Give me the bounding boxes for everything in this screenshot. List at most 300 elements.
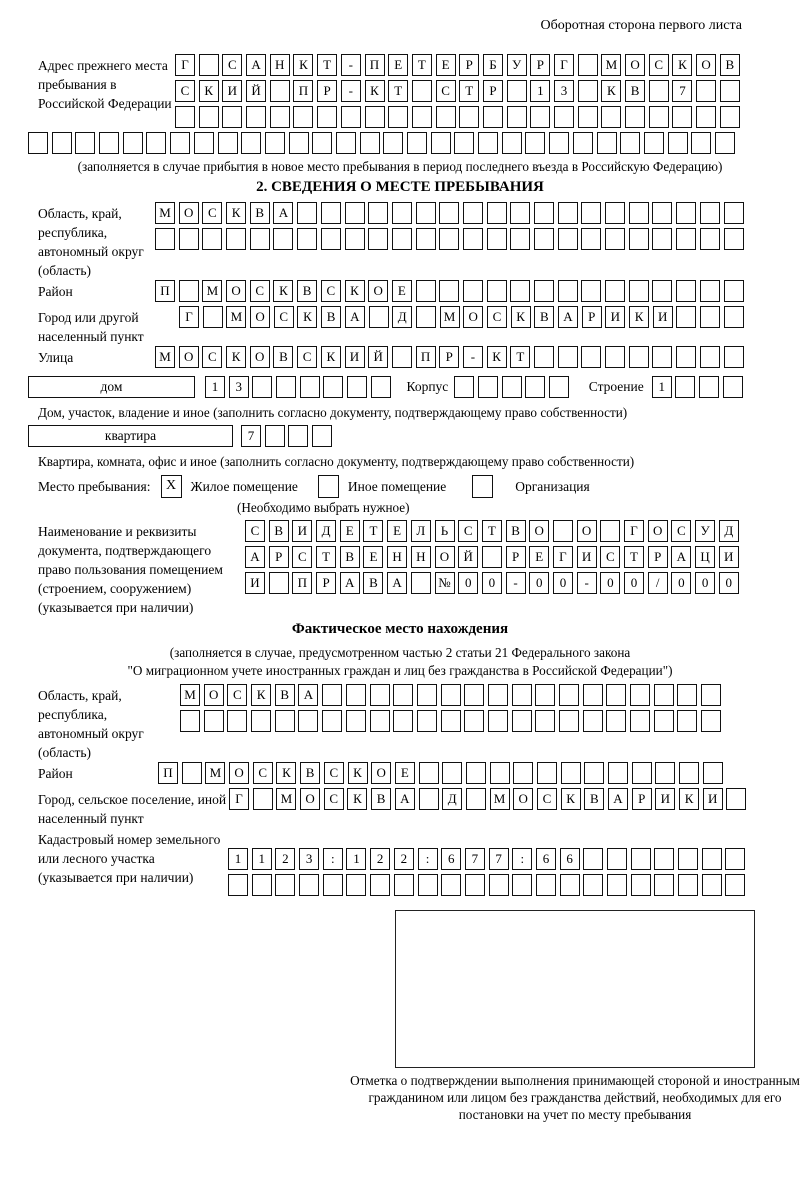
char-cell[interactable]	[123, 132, 143, 154]
char-cell[interactable]	[558, 228, 578, 250]
char-cell[interactable]: С	[245, 520, 265, 542]
char-cell[interactable]: 0	[695, 572, 715, 594]
char-cell[interactable]: Ц	[695, 546, 715, 568]
char-cell[interactable]: Р	[317, 80, 337, 102]
char-cell[interactable]: Н	[270, 54, 290, 76]
char-cell[interactable]: О	[204, 684, 224, 706]
char-cell[interactable]	[345, 202, 365, 224]
char-cell[interactable]	[583, 874, 603, 896]
char-cell[interactable]	[601, 106, 621, 128]
char-cell[interactable]	[417, 684, 437, 706]
char-cell[interactable]	[412, 80, 432, 102]
char-cell[interactable]	[155, 228, 175, 250]
char-cell[interactable]	[441, 710, 461, 732]
char-cell[interactable]: 0	[624, 572, 644, 594]
char-cell[interactable]: К	[487, 346, 507, 368]
char-cell[interactable]	[581, 202, 601, 224]
char-cell[interactable]: Д	[719, 520, 739, 542]
char-cell[interactable]: У	[507, 54, 527, 76]
char-cell[interactable]: П	[416, 346, 436, 368]
char-cell[interactable]	[269, 572, 289, 594]
char-cell[interactable]: Р	[459, 54, 479, 76]
char-cell[interactable]	[502, 132, 522, 154]
char-cell[interactable]	[227, 710, 247, 732]
char-cell[interactable]	[630, 710, 650, 732]
char-cell[interactable]	[578, 80, 598, 102]
char-cell[interactable]	[483, 106, 503, 128]
char-cell[interactable]	[560, 874, 580, 896]
char-cell[interactable]: :	[323, 848, 343, 870]
char-cell[interactable]	[632, 762, 652, 784]
char-cell[interactable]: П	[158, 762, 178, 784]
char-cell[interactable]: К	[297, 306, 317, 328]
char-cell[interactable]	[584, 762, 604, 784]
residential-checkbox[interactable]: X	[161, 475, 182, 498]
char-cell[interactable]	[293, 106, 313, 128]
char-cell[interactable]: С	[292, 546, 312, 568]
char-cell[interactable]	[252, 376, 272, 398]
char-cell[interactable]: О	[463, 306, 483, 328]
char-cell[interactable]	[146, 132, 166, 154]
char-cell[interactable]: 0	[600, 572, 620, 594]
char-cell[interactable]: Г	[175, 54, 195, 76]
char-cell[interactable]	[297, 228, 317, 250]
char-cell[interactable]	[512, 710, 532, 732]
char-cell[interactable]	[725, 848, 745, 870]
char-cell[interactable]: Е	[363, 546, 383, 568]
char-cell[interactable]: К	[199, 80, 219, 102]
organization-checkbox[interactable]	[472, 475, 493, 498]
char-cell[interactable]	[510, 280, 530, 302]
char-cell[interactable]: -	[341, 54, 361, 76]
char-cell[interactable]: В	[584, 788, 604, 810]
char-cell[interactable]: 3	[299, 848, 319, 870]
char-cell[interactable]	[464, 684, 484, 706]
char-cell[interactable]: М	[226, 306, 246, 328]
char-cell[interactable]	[407, 132, 427, 154]
char-cell[interactable]	[649, 106, 669, 128]
char-cell[interactable]	[700, 306, 720, 328]
char-cell[interactable]	[466, 762, 486, 784]
char-cell[interactable]	[600, 520, 620, 542]
char-cell[interactable]: Д	[392, 306, 412, 328]
char-cell[interactable]	[346, 710, 366, 732]
char-cell[interactable]	[654, 710, 674, 732]
char-cell[interactable]	[75, 132, 95, 154]
char-cell[interactable]	[605, 346, 625, 368]
char-cell[interactable]: Г	[624, 520, 644, 542]
char-cell[interactable]: 1	[228, 848, 248, 870]
char-cell[interactable]: Д	[442, 788, 462, 810]
char-cell[interactable]	[629, 346, 649, 368]
char-cell[interactable]	[605, 280, 625, 302]
char-cell[interactable]	[701, 684, 721, 706]
char-cell[interactable]: О	[435, 546, 455, 568]
char-cell[interactable]	[700, 346, 720, 368]
char-cell[interactable]	[631, 874, 651, 896]
char-cell[interactable]	[299, 874, 319, 896]
char-cell[interactable]: К	[321, 346, 341, 368]
char-cell[interactable]	[411, 572, 431, 594]
char-cell[interactable]	[534, 346, 554, 368]
char-cell[interactable]: Ь	[435, 520, 455, 542]
char-cell[interactable]	[530, 106, 550, 128]
char-cell[interactable]: Р	[483, 80, 503, 102]
char-cell[interactable]: -	[506, 572, 526, 594]
char-cell[interactable]	[512, 684, 532, 706]
char-cell[interactable]	[273, 228, 293, 250]
char-cell[interactable]: Е	[395, 762, 415, 784]
char-cell[interactable]	[218, 132, 238, 154]
char-cell[interactable]	[535, 684, 555, 706]
char-cell[interactable]: И	[245, 572, 265, 594]
other-premises-checkbox[interactable]	[318, 475, 339, 498]
char-cell[interactable]: 7	[672, 80, 692, 102]
char-cell[interactable]: Е	[387, 520, 407, 542]
char-cell[interactable]: С	[202, 346, 222, 368]
char-cell[interactable]: П	[293, 80, 313, 102]
char-cell[interactable]: Е	[340, 520, 360, 542]
char-cell[interactable]	[275, 874, 295, 896]
char-cell[interactable]	[700, 228, 720, 250]
char-cell[interactable]	[252, 874, 272, 896]
char-cell[interactable]: К	[672, 54, 692, 76]
char-cell[interactable]	[365, 106, 385, 128]
char-cell[interactable]	[678, 848, 698, 870]
char-cell[interactable]	[347, 376, 367, 398]
char-cell[interactable]: Н	[411, 546, 431, 568]
char-cell[interactable]: Т	[316, 546, 336, 568]
char-cell[interactable]: С	[321, 280, 341, 302]
char-cell[interactable]	[388, 106, 408, 128]
char-cell[interactable]	[393, 710, 413, 732]
char-cell[interactable]: М	[276, 788, 296, 810]
char-cell[interactable]: К	[679, 788, 699, 810]
char-cell[interactable]: Й	[246, 80, 266, 102]
char-cell[interactable]	[276, 376, 296, 398]
char-cell[interactable]: Е	[529, 546, 549, 568]
char-cell[interactable]: О	[226, 280, 246, 302]
char-cell[interactable]: Р	[269, 546, 289, 568]
char-cell[interactable]: В	[340, 546, 360, 568]
char-cell[interactable]: 7	[489, 848, 509, 870]
char-cell[interactable]	[559, 710, 579, 732]
char-cell[interactable]	[478, 376, 498, 398]
char-cell[interactable]	[631, 848, 651, 870]
char-cell[interactable]	[573, 132, 593, 154]
char-cell[interactable]	[700, 280, 720, 302]
char-cell[interactable]: :	[512, 848, 532, 870]
char-cell[interactable]: 2	[394, 848, 414, 870]
char-cell[interactable]: -	[577, 572, 597, 594]
char-cell[interactable]	[724, 228, 744, 250]
char-cell[interactable]: И	[292, 520, 312, 542]
char-cell[interactable]	[654, 684, 674, 706]
char-cell[interactable]	[724, 346, 744, 368]
char-cell[interactable]: Е	[392, 280, 412, 302]
char-cell[interactable]	[312, 425, 332, 447]
char-cell[interactable]	[441, 874, 461, 896]
char-cell[interactable]	[436, 106, 456, 128]
char-cell[interactable]	[644, 132, 664, 154]
char-cell[interactable]	[597, 132, 617, 154]
char-cell[interactable]	[202, 228, 222, 250]
char-cell[interactable]	[676, 202, 696, 224]
char-cell[interactable]: О	[179, 346, 199, 368]
char-cell[interactable]	[655, 762, 675, 784]
char-cell[interactable]: Р	[439, 346, 459, 368]
char-cell[interactable]: В	[273, 346, 293, 368]
char-cell[interactable]	[482, 546, 502, 568]
char-cell[interactable]	[336, 132, 356, 154]
char-cell[interactable]: А	[671, 546, 691, 568]
char-cell[interactable]	[270, 80, 290, 102]
char-cell[interactable]	[466, 788, 486, 810]
char-cell[interactable]: В	[300, 762, 320, 784]
char-cell[interactable]: Г	[553, 546, 573, 568]
char-cell[interactable]	[265, 132, 285, 154]
char-cell[interactable]	[439, 202, 459, 224]
char-cell[interactable]	[702, 874, 722, 896]
char-cell[interactable]	[702, 848, 722, 870]
char-cell[interactable]	[513, 762, 533, 784]
char-cell[interactable]: К	[347, 788, 367, 810]
char-cell[interactable]	[439, 280, 459, 302]
char-cell[interactable]	[416, 228, 436, 250]
char-cell[interactable]: О	[300, 788, 320, 810]
char-cell[interactable]	[321, 228, 341, 250]
char-cell[interactable]: :	[418, 848, 438, 870]
char-cell[interactable]	[700, 202, 720, 224]
char-cell[interactable]	[431, 132, 451, 154]
char-cell[interactable]	[99, 132, 119, 154]
char-cell[interactable]	[676, 280, 696, 302]
char-cell[interactable]: №	[435, 572, 455, 594]
char-cell[interactable]	[630, 684, 650, 706]
char-cell[interactable]: И	[605, 306, 625, 328]
char-cell[interactable]: Т	[482, 520, 502, 542]
char-cell[interactable]	[553, 520, 573, 542]
char-cell[interactable]	[317, 106, 337, 128]
char-cell[interactable]: С	[274, 306, 294, 328]
char-cell[interactable]: М	[155, 346, 175, 368]
char-cell[interactable]	[701, 710, 721, 732]
char-cell[interactable]: Л	[411, 520, 431, 542]
char-cell[interactable]: Т	[412, 54, 432, 76]
char-cell[interactable]: К	[365, 80, 385, 102]
char-cell[interactable]: В	[275, 684, 295, 706]
char-cell[interactable]: 2	[275, 848, 295, 870]
char-cell[interactable]	[607, 848, 627, 870]
char-cell[interactable]: И	[719, 546, 739, 568]
char-cell[interactable]	[463, 280, 483, 302]
char-cell[interactable]: С	[297, 346, 317, 368]
char-cell[interactable]: Й	[368, 346, 388, 368]
confirmation-mark-box[interactable]	[395, 910, 755, 1068]
char-cell[interactable]	[360, 132, 380, 154]
char-cell[interactable]	[620, 132, 640, 154]
char-cell[interactable]: А	[608, 788, 628, 810]
char-cell[interactable]	[652, 346, 672, 368]
char-cell[interactable]: С	[600, 546, 620, 568]
char-cell[interactable]	[179, 228, 199, 250]
char-cell[interactable]	[246, 106, 266, 128]
char-cell[interactable]	[250, 228, 270, 250]
char-cell[interactable]	[251, 710, 271, 732]
char-cell[interactable]: 7	[465, 848, 485, 870]
char-cell[interactable]: И	[655, 788, 675, 810]
char-cell[interactable]	[368, 228, 388, 250]
char-cell[interactable]	[416, 306, 436, 328]
char-cell[interactable]: В	[534, 306, 554, 328]
char-cell[interactable]: С	[227, 684, 247, 706]
char-cell[interactable]	[654, 874, 674, 896]
char-cell[interactable]	[175, 106, 195, 128]
char-cell[interactable]: С	[324, 788, 344, 810]
char-cell[interactable]: К	[276, 762, 296, 784]
char-cell[interactable]	[720, 106, 740, 128]
char-cell[interactable]	[649, 80, 669, 102]
char-cell[interactable]	[507, 80, 527, 102]
char-cell[interactable]	[412, 106, 432, 128]
char-cell[interactable]: О	[696, 54, 716, 76]
char-cell[interactable]	[416, 202, 436, 224]
char-cell[interactable]: Д	[316, 520, 336, 542]
char-cell[interactable]: К	[293, 54, 313, 76]
char-cell[interactable]	[228, 874, 248, 896]
char-cell[interactable]	[322, 710, 342, 732]
char-cell[interactable]: И	[653, 306, 673, 328]
char-cell[interactable]	[199, 54, 219, 76]
char-cell[interactable]	[652, 202, 672, 224]
char-cell[interactable]: В	[363, 572, 383, 594]
char-cell[interactable]: Г	[179, 306, 199, 328]
char-cell[interactable]: К	[251, 684, 271, 706]
char-cell[interactable]: Г	[554, 54, 574, 76]
char-cell[interactable]	[668, 132, 688, 154]
char-cell[interactable]	[583, 848, 603, 870]
char-cell[interactable]	[182, 762, 202, 784]
char-cell[interactable]	[369, 306, 389, 328]
char-cell[interactable]: С	[649, 54, 669, 76]
char-cell[interactable]: 1	[530, 80, 550, 102]
char-cell[interactable]	[371, 376, 391, 398]
char-cell[interactable]: 2	[370, 848, 390, 870]
char-cell[interactable]	[253, 788, 273, 810]
char-cell[interactable]	[419, 788, 439, 810]
char-cell[interactable]: 6	[560, 848, 580, 870]
char-cell[interactable]	[488, 710, 508, 732]
char-cell[interactable]	[715, 132, 735, 154]
char-cell[interactable]: В	[720, 54, 740, 76]
char-cell[interactable]	[652, 228, 672, 250]
char-cell[interactable]: Р	[530, 54, 550, 76]
char-cell[interactable]	[536, 874, 556, 896]
char-cell[interactable]: В	[250, 202, 270, 224]
char-cell[interactable]	[678, 874, 698, 896]
char-cell[interactable]	[629, 280, 649, 302]
char-cell[interactable]	[241, 132, 261, 154]
char-cell[interactable]: Й	[458, 546, 478, 568]
char-cell[interactable]: С	[250, 280, 270, 302]
char-cell[interactable]: 1	[346, 848, 366, 870]
char-cell[interactable]	[502, 376, 522, 398]
char-cell[interactable]: Т	[459, 80, 479, 102]
char-cell[interactable]: М	[205, 762, 225, 784]
char-cell[interactable]: Т	[388, 80, 408, 102]
char-cell[interactable]: 0	[458, 572, 478, 594]
char-cell[interactable]: К	[511, 306, 531, 328]
char-cell[interactable]	[608, 762, 628, 784]
char-cell[interactable]	[345, 228, 365, 250]
char-cell[interactable]	[419, 762, 439, 784]
char-cell[interactable]	[724, 280, 744, 302]
char-cell[interactable]: Т	[363, 520, 383, 542]
char-cell[interactable]	[699, 376, 719, 398]
char-cell[interactable]	[368, 202, 388, 224]
char-cell[interactable]	[525, 376, 545, 398]
char-cell[interactable]	[606, 710, 626, 732]
char-cell[interactable]: С	[324, 762, 344, 784]
char-cell[interactable]: 1	[252, 848, 272, 870]
char-cell[interactable]	[270, 106, 290, 128]
char-cell[interactable]	[629, 228, 649, 250]
char-cell[interactable]	[724, 306, 744, 328]
char-cell[interactable]	[463, 202, 483, 224]
char-cell[interactable]: Т	[317, 54, 337, 76]
char-cell[interactable]: И	[577, 546, 597, 568]
char-cell[interactable]: К	[345, 280, 365, 302]
char-cell[interactable]: О	[229, 762, 249, 784]
char-cell[interactable]: Р	[648, 546, 668, 568]
char-cell[interactable]: О	[625, 54, 645, 76]
char-cell[interactable]: К	[561, 788, 581, 810]
char-cell[interactable]	[583, 684, 603, 706]
char-cell[interactable]	[222, 106, 242, 128]
char-cell[interactable]	[370, 684, 390, 706]
char-cell[interactable]	[534, 280, 554, 302]
char-cell[interactable]: А	[345, 306, 365, 328]
char-cell[interactable]	[581, 228, 601, 250]
char-cell[interactable]: М	[490, 788, 510, 810]
char-cell[interactable]	[323, 874, 343, 896]
char-cell[interactable]	[289, 132, 309, 154]
char-cell[interactable]	[512, 874, 532, 896]
char-cell[interactable]	[507, 106, 527, 128]
char-cell[interactable]	[463, 228, 483, 250]
char-cell[interactable]	[581, 346, 601, 368]
char-cell[interactable]	[558, 202, 578, 224]
char-cell[interactable]: К	[226, 346, 246, 368]
char-cell[interactable]	[487, 228, 507, 250]
char-cell[interactable]	[534, 228, 554, 250]
char-cell[interactable]	[625, 106, 645, 128]
char-cell[interactable]: М	[202, 280, 222, 302]
char-cell[interactable]: И	[703, 788, 723, 810]
char-cell[interactable]	[605, 202, 625, 224]
char-cell[interactable]: К	[226, 202, 246, 224]
char-cell[interactable]	[392, 202, 412, 224]
char-cell[interactable]: 3	[554, 80, 574, 102]
char-cell[interactable]	[459, 106, 479, 128]
char-cell[interactable]	[676, 306, 696, 328]
char-cell[interactable]	[676, 228, 696, 250]
char-cell[interactable]	[549, 132, 569, 154]
char-cell[interactable]: П	[292, 572, 312, 594]
char-cell[interactable]: Т	[510, 346, 530, 368]
char-cell[interactable]	[418, 874, 438, 896]
char-cell[interactable]	[510, 228, 530, 250]
